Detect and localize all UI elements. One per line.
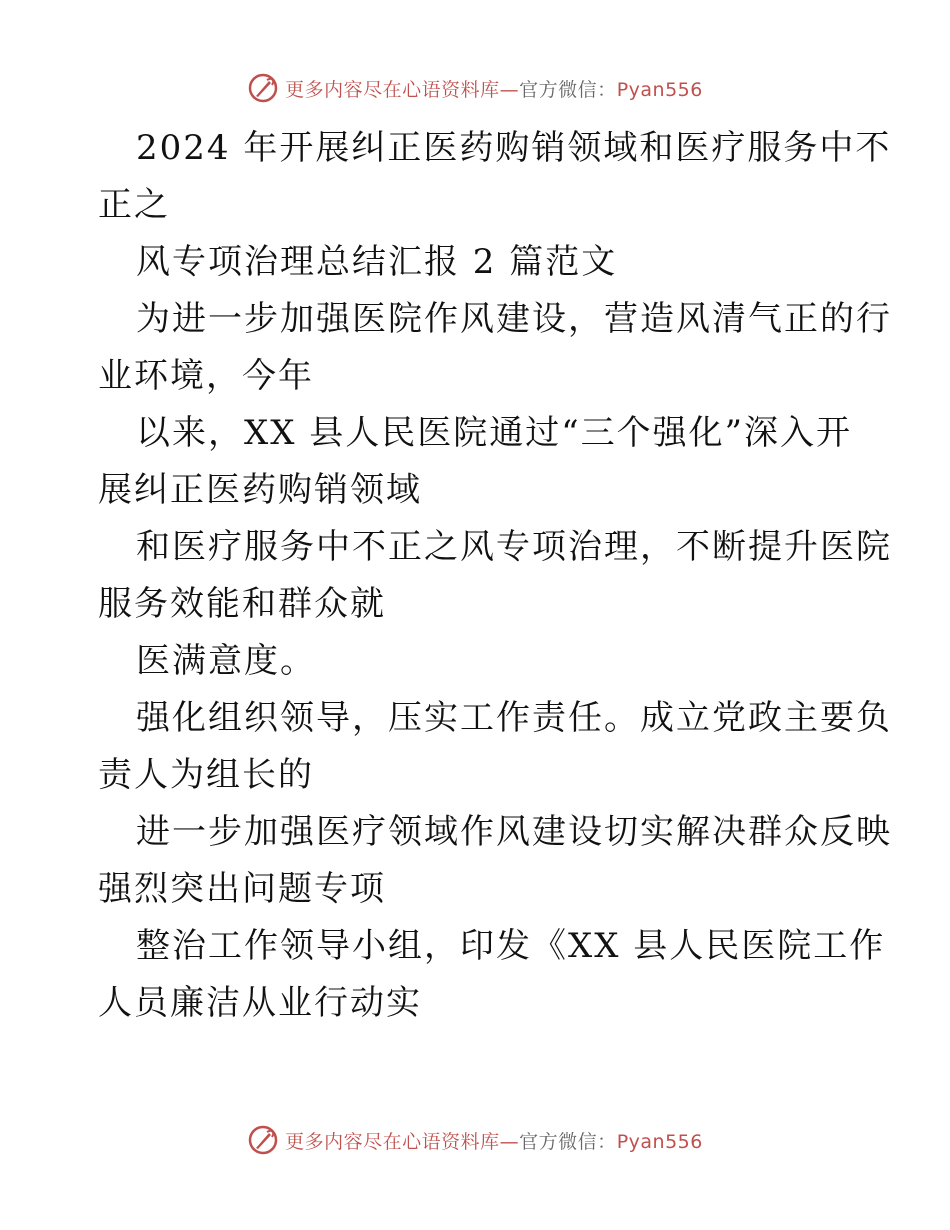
quill-logo-icon: [247, 1124, 279, 1156]
paragraph-line: 以来，XX 县人民医院通过“三个强化”深入开: [136, 413, 852, 453]
paragraph-line: 2024 年开展纠正医药购销领域和医疗服务中不: [136, 128, 892, 168]
paragraph-line: 人员廉洁从业行动实: [98, 983, 422, 1023]
banner-main-text: 更多内容尽在心语资料库: [285, 78, 500, 101]
paragraph-line: 医满意度。: [136, 641, 316, 681]
banner-dash: —: [499, 1130, 520, 1153]
paragraph: [98, 633, 858, 690]
paragraph-line: 和医疗服务中不正之风专项治理，不断提升医院: [136, 527, 892, 567]
paragraph: [98, 291, 892, 405]
banner-official-label: 官方微信：: [519, 1130, 617, 1153]
paragraph: [98, 120, 892, 234]
paragraph-line: 正之: [98, 185, 170, 225]
paragraph-line: 展纠正医药购销领域: [98, 470, 422, 510]
paragraph-line: 风专项治理总结汇报 2 篇范文: [136, 242, 618, 282]
paragraph-line: 强化组织领导，压实工作责任。成立党政主要负: [136, 698, 892, 738]
header-banner: [0, 72, 950, 104]
banner-official-label: 官方微信：: [519, 78, 617, 101]
document-body: [98, 120, 892, 1032]
banner-text: [285, 75, 703, 102]
footer-banner: [0, 1124, 950, 1156]
paragraph-line: 强烈突出问题专项: [98, 869, 386, 909]
banner-wechat-id: Pyan556: [616, 78, 703, 101]
banner-wechat-id: Pyan556: [616, 1130, 703, 1153]
paragraph-line: 业环境，今年: [98, 356, 314, 396]
paragraph: [98, 918, 886, 1032]
paragraph-line: 进一步加强医疗领域作风建设切实解决群众反映: [136, 812, 892, 852]
paragraph-line: 为进一步加强医院作风建设，营造风清气正的行: [136, 299, 892, 339]
paragraph: [98, 405, 858, 519]
paragraph-line: 整治工作领导小组，印发《XX 县人民医院工作: [136, 926, 886, 966]
banner-text: [285, 1127, 703, 1154]
banner-dash: —: [499, 78, 520, 101]
paragraph: [98, 519, 892, 633]
paragraph-line: 责人为组长的: [98, 755, 314, 795]
banner-main-text: 更多内容尽在心语资料库: [285, 1130, 500, 1153]
paragraph: [98, 804, 892, 918]
paragraph: [98, 690, 892, 804]
quill-logo-icon: [247, 72, 279, 104]
paragraph: [98, 234, 858, 291]
paragraph-line: 服务效能和群众就: [98, 584, 386, 624]
